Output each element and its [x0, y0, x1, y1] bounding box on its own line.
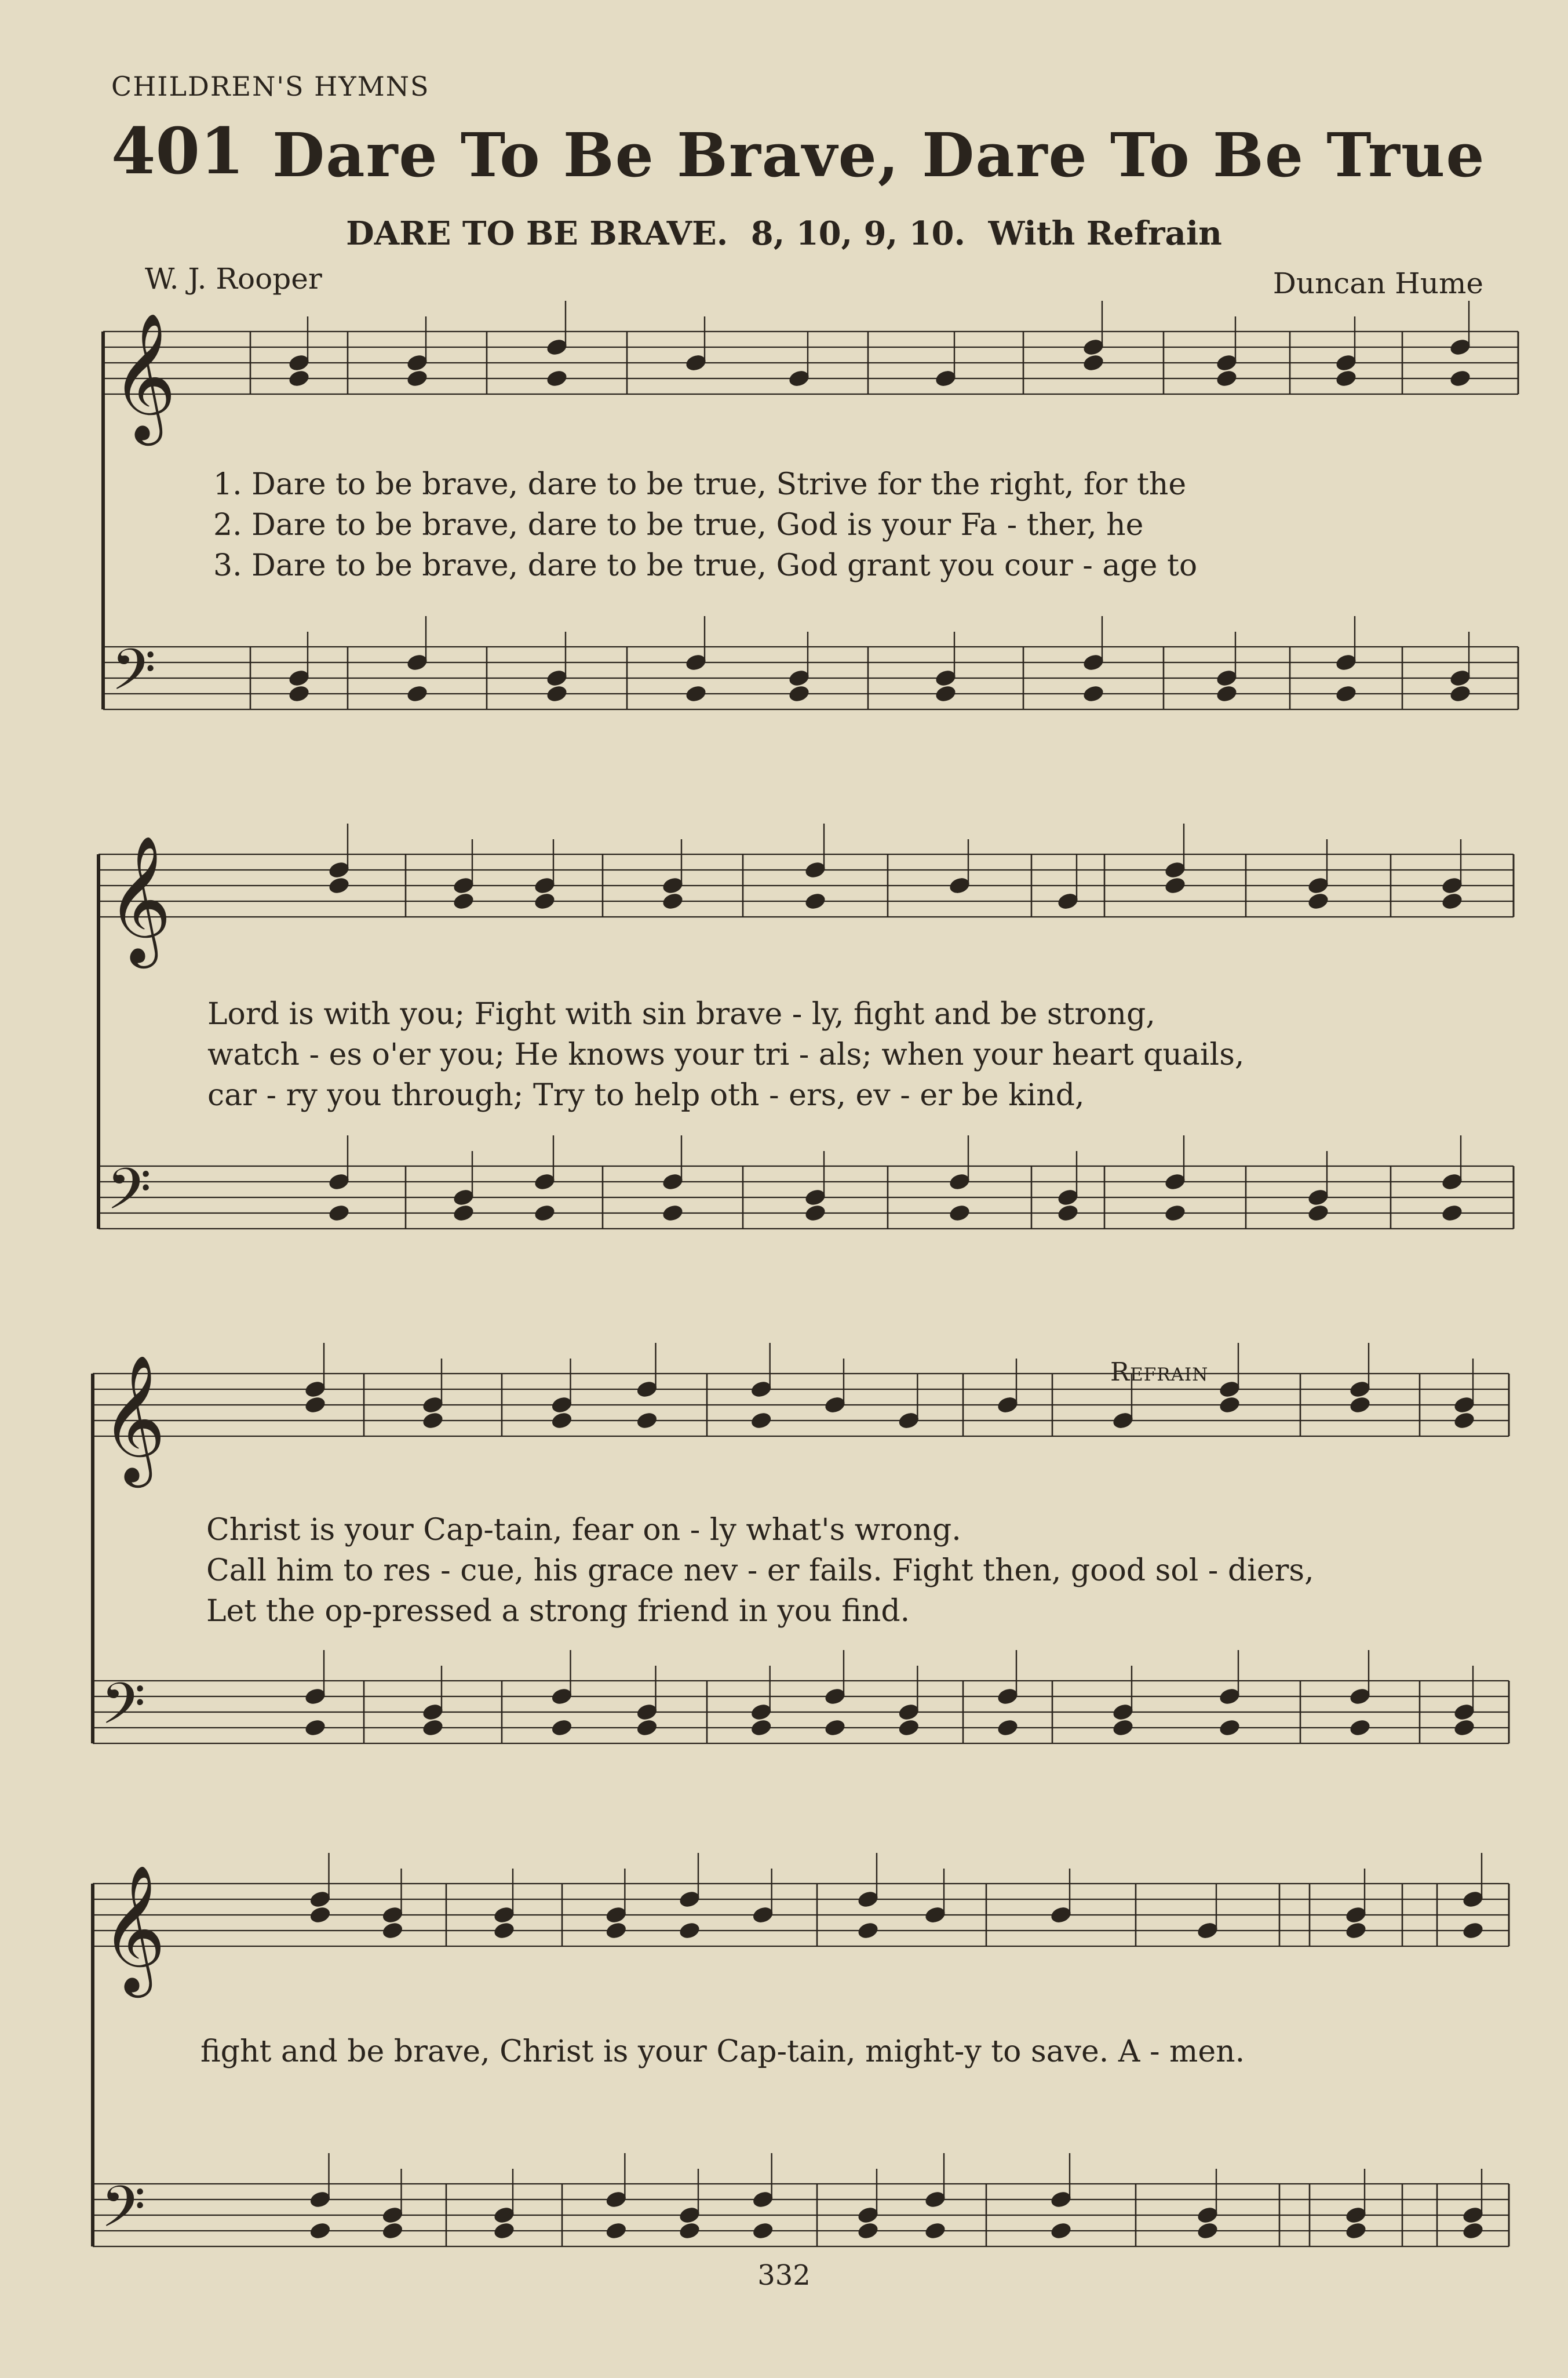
treble-clef-icon: 𝄞	[101, 1864, 166, 1992]
treble-clef-icon: 𝄞	[107, 835, 172, 963]
notehead	[897, 1718, 920, 1738]
notehead	[308, 2221, 331, 2241]
notehead	[1449, 684, 1472, 704]
lyric-line: watch - es o'er you; He knows your tri - als; when your heart quails,	[207, 1037, 1245, 1072]
notehead	[287, 369, 311, 388]
notehead	[1218, 1718, 1241, 1738]
notehead	[1218, 1395, 1241, 1415]
notehead	[1049, 2221, 1073, 2241]
notehead	[787, 684, 811, 704]
lyric-line: car - ry you through; Try to help oth - ers, ev - er be kind,	[207, 1078, 1085, 1113]
treble-clef-icon: 𝄞	[101, 1354, 166, 1482]
lyric-line: Lord is with you; Fight with sin brave - ly, fight and be strong,	[207, 997, 1155, 1032]
notehead	[1441, 1203, 1464, 1223]
notehead	[1461, 1921, 1485, 1940]
notehead	[604, 2221, 628, 2241]
notehead	[684, 684, 708, 704]
notehead	[635, 1718, 658, 1738]
clef-icons	[101, 312, 176, 2255]
lyric-line: Let the op-pressed a strong friend in you find.	[206, 1594, 910, 1629]
notehead	[1164, 1203, 1187, 1223]
notehead	[750, 1411, 773, 1430]
composer-credit: Duncan Hume	[1272, 267, 1483, 300]
notehead	[287, 684, 311, 704]
notehead	[406, 369, 429, 388]
notehead	[493, 2221, 516, 2241]
notehead	[752, 2221, 775, 2241]
tune-meter: 8, 10, 9, 10.	[750, 214, 966, 253]
notehead	[304, 1395, 327, 1415]
notehead	[1461, 2221, 1485, 2241]
notehead	[1196, 2221, 1219, 2241]
notehead	[948, 1203, 971, 1223]
notehead	[996, 1718, 1019, 1738]
hymn-title: Dare To Be Brave, Dare To Be True	[272, 119, 1486, 191]
notehead	[635, 1411, 658, 1430]
notehead	[1164, 876, 1187, 895]
notehead	[1307, 891, 1330, 911]
notehead	[533, 1203, 556, 1223]
notehead	[1344, 2221, 1368, 2241]
bass-clef-icon: 𝄢	[107, 1156, 152, 1237]
notehead	[545, 369, 568, 388]
notehead	[1449, 369, 1472, 388]
notehead	[550, 1718, 573, 1738]
treble-clef-icon: 𝄞	[111, 312, 177, 440]
tune-name: DARE TO BE BRAVE.	[346, 214, 728, 253]
notehead	[327, 1203, 351, 1223]
notehead	[1334, 369, 1358, 388]
noteheads	[287, 301, 1485, 2241]
notehead	[308, 1905, 331, 1925]
staff-lines	[93, 332, 1518, 2246]
notehead	[934, 684, 957, 704]
section-heading: CHILDREN'S HYMNS	[111, 71, 430, 102]
notehead	[1215, 369, 1238, 388]
notehead	[1441, 891, 1464, 911]
hymn-number: 401	[111, 114, 245, 188]
author-credit: W. J. Rooper	[145, 262, 322, 296]
notehead	[1334, 684, 1358, 704]
notehead	[661, 1203, 684, 1223]
bass-clef-icon: 𝄢	[111, 637, 156, 718]
notehead	[1082, 353, 1105, 373]
notehead	[381, 1921, 404, 1940]
notehead	[493, 1921, 516, 1940]
lyric-line: Christ is your Cap-tain, fear on - ly what's wrong.	[206, 1513, 961, 1547]
notehead	[1348, 1395, 1372, 1415]
notehead	[856, 2221, 880, 2241]
notehead	[1082, 684, 1105, 704]
notehead	[856, 1921, 880, 1940]
notehead	[421, 1718, 444, 1738]
notehead	[304, 1718, 327, 1738]
notehead	[678, 2221, 701, 2241]
notehead	[381, 2221, 404, 2241]
notehead	[452, 1203, 475, 1223]
refrain-label: Refrain	[1110, 1357, 1209, 1387]
notehead	[823, 1718, 847, 1738]
bass-clef-icon: 𝄢	[101, 1671, 146, 1751]
notehead	[1453, 1718, 1476, 1738]
lyric-line: 2. Dare to be brave, dare to be true, God is your Fa - ther, he	[213, 508, 1144, 542]
notehead	[421, 1411, 444, 1430]
lyric-line: 1. Dare to be brave, dare to be true, Strive for the right, for the	[213, 467, 1187, 502]
refrain-note: With Refrain	[988, 214, 1222, 253]
notehead	[1056, 1203, 1080, 1223]
notehead	[678, 1921, 701, 1940]
notehead	[1215, 684, 1238, 704]
notehead	[545, 684, 568, 704]
notehead	[406, 684, 429, 704]
page-number: 332	[757, 2259, 811, 2292]
lyric-line: fight and be brave, Christ is your Cap-tain, might-y to save. A - men.	[200, 2034, 1245, 2069]
lyric-line: Call him to res - cue, his grace nev - er fails. Fight then, good sol - diers,	[206, 1553, 1314, 1588]
notehead	[924, 2221, 947, 2241]
notehead	[1307, 1203, 1330, 1223]
notehead	[327, 876, 351, 895]
bass-clef-icon: 𝄢	[101, 2174, 146, 2255]
notehead	[1348, 1718, 1372, 1738]
notehead	[750, 1718, 773, 1738]
notehead	[1111, 1718, 1135, 1738]
notehead	[533, 891, 556, 911]
lyric-line: 3. Dare to be brave, dare to be true, God grant you cour - age to	[213, 548, 1198, 583]
notehead	[604, 1921, 628, 1940]
notehead	[1344, 1921, 1368, 1940]
notehead	[804, 891, 827, 911]
notehead	[804, 1203, 827, 1223]
notehead	[550, 1411, 573, 1430]
notehead	[661, 891, 684, 911]
notehead	[1453, 1411, 1476, 1430]
notehead	[452, 891, 475, 911]
